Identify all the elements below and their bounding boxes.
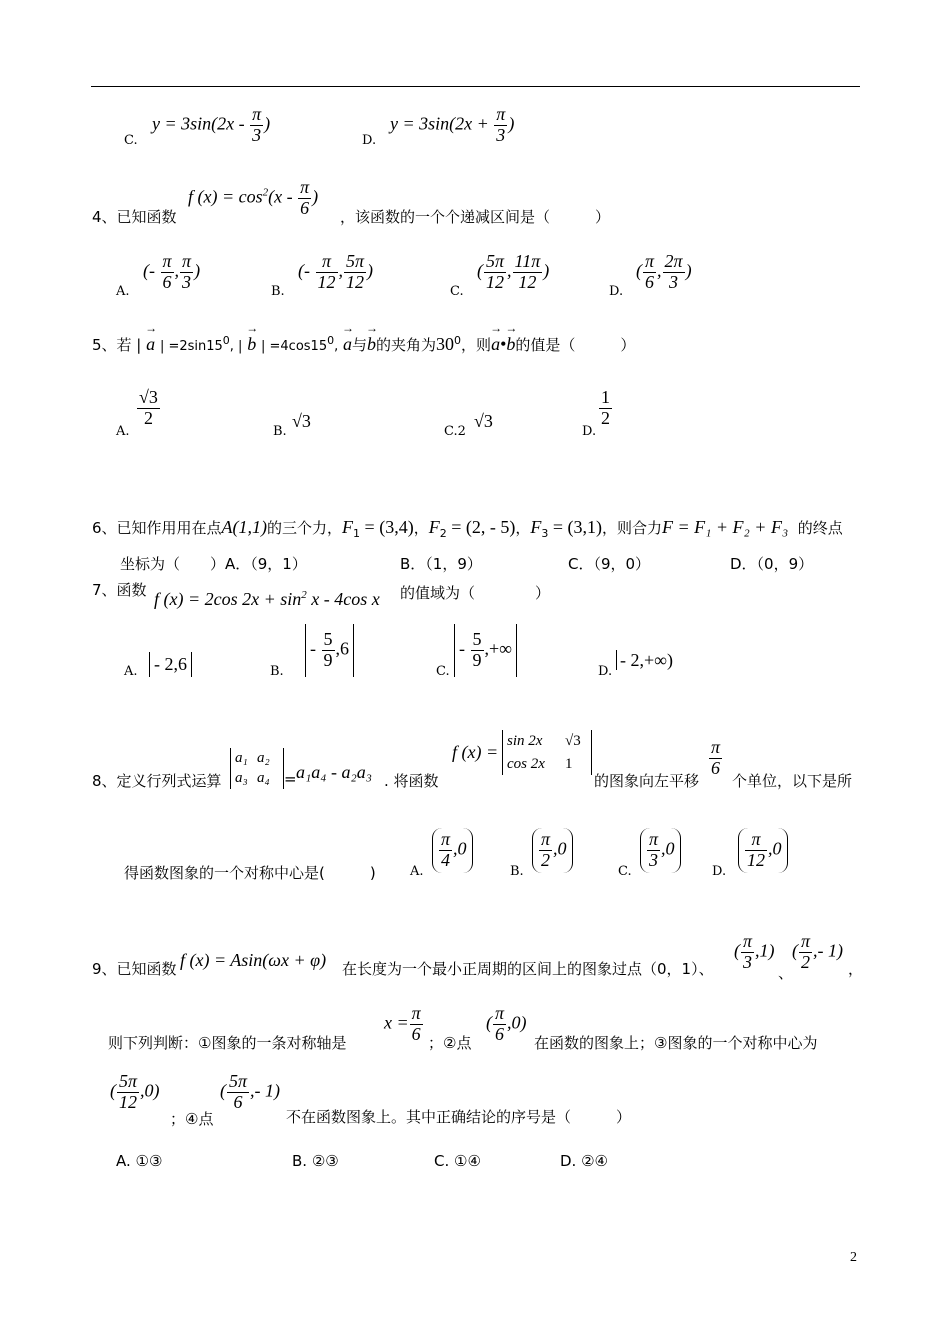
q4-option-a-expr: (- $\frac{\pi}{6}$ , $\frac{\pi}{3}$ ) bbox=[143, 251, 201, 292]
q9-text1: 在长度为一个最小正周期的区间上的图象过点（0，1）、 bbox=[342, 960, 714, 978]
q7-option-c-expr: - $\frac{5}{9}$ ,+∞ bbox=[454, 624, 517, 677]
q8-option-b-label: B. bbox=[510, 864, 524, 879]
q3-option-c-label: C. bbox=[124, 133, 138, 148]
q9-line2-a: 则下列判断：①图象的一条对称轴是 bbox=[108, 1034, 347, 1052]
q7-suffix: 的值域为（ ） bbox=[400, 584, 551, 602]
q9-comma: ， bbox=[848, 960, 864, 978]
q8-eq: = bbox=[284, 770, 297, 788]
q8-shift: $\frac{\pi}{6}$ bbox=[711, 737, 721, 778]
q8-option-b-expr: $\frac{\pi}{2}$ ,0 bbox=[532, 828, 573, 873]
q4-option-d-expr: ( $\frac{\pi}{6}$ , $\frac{2\pi}{3}$ ) bbox=[636, 251, 692, 292]
q9-option-a: A. ①③ bbox=[116, 1152, 163, 1170]
q4-option-c-expr: ( $\frac{5\pi}{12}$ , $\frac{11\pi}{12}$ ) bbox=[477, 251, 550, 292]
q7-function: f (x) = 2cos $2x + \sin^2 x - 4\cos$ x bbox=[154, 589, 380, 609]
q9-option-c: C. ①④ bbox=[434, 1152, 481, 1170]
q8-option-d-expr: $\frac{\pi}{12}$ ,0 bbox=[738, 828, 788, 873]
q5-option-b-label: B. bbox=[273, 424, 287, 439]
q5-option-c-expr: √3 bbox=[474, 411, 493, 431]
q4-suffix: ，该函数的一个个递减区间是（ ） bbox=[340, 208, 611, 226]
q8-text1: . 将函数 bbox=[384, 772, 439, 790]
q8-function-determinant: sin 2x √3 cos 2x 1 bbox=[502, 730, 592, 775]
q3-option-d-label: D. bbox=[362, 133, 377, 148]
q9-point3: ( $\frac{\pi}{6}$ ,0) bbox=[486, 1003, 527, 1044]
q6-option-b: B．（1，9） bbox=[400, 555, 482, 573]
q8-option-d-label: D. bbox=[712, 864, 727, 879]
q4-option-b-label: B. bbox=[271, 284, 285, 299]
q9-prefix: 9、已知函数 bbox=[92, 960, 177, 978]
q8-prefix: 8、定义行列式运算 bbox=[92, 772, 222, 790]
q4-option-a-label: A. bbox=[116, 284, 130, 299]
q9-point1: ( $\frac{\pi}{3}$ ,1) bbox=[734, 931, 775, 972]
q6-stem: 6、已知作用用在点A(1,1)的三个力，$F_1 = (3,4)$，$F_2 = (2$, - 5)，$F_3 = (3,1)$，则合力F = F₁ + F₂ + F₃ 的终点 bbox=[92, 517, 843, 540]
q9-function: f (x) = Asin(ωx + φ) bbox=[180, 950, 327, 970]
q8-fx: f (x) = bbox=[452, 742, 499, 762]
q9-option-d: D. ②④ bbox=[560, 1152, 608, 1170]
q8-option-a-label: A. bbox=[410, 864, 424, 879]
q4-option-b-expr: (- $\frac{\pi}{12}$ , $\frac{5\pi}{12}$ ) bbox=[298, 251, 374, 292]
q7-option-a-label: A. bbox=[124, 664, 138, 679]
q5-option-b-expr: √3 bbox=[292, 411, 311, 431]
q9-point4: ( $\frac{5\pi}{6}$ ,- 1) bbox=[220, 1071, 281, 1112]
q7-option-a-expr: - 2,6 bbox=[149, 652, 192, 677]
q5-option-d-label: D. bbox=[582, 424, 597, 439]
q8-determinant-def: a₁ a₂ a₃ a₄ bbox=[230, 748, 284, 789]
q6-line2: 坐标为（ ）A．（9，1） bbox=[120, 555, 307, 573]
q4-option-d-label: D. bbox=[609, 284, 624, 299]
q8-text2: 的图象向左平移 bbox=[594, 772, 700, 790]
q8-rhs: a₁a₄ - a₂a₃ bbox=[296, 762, 373, 782]
q9-line3-a: ；④点 bbox=[170, 1110, 214, 1128]
q5-option-a-label: A. bbox=[116, 424, 130, 439]
q6-option-c: C．（9，0） bbox=[568, 555, 651, 573]
q8-text3: 个单位，以下是所 bbox=[732, 772, 853, 790]
q7-option-b-expr: - $\frac{5}{9}$ ,6 bbox=[305, 624, 354, 677]
q8-option-c-expr: $\frac{\pi}{3}$ ,0 bbox=[640, 828, 681, 873]
q8-line2: 得函数图象的一个对称中心是( ) bbox=[124, 864, 376, 882]
header-rule bbox=[91, 86, 860, 87]
q5-option-c-label: C.2 bbox=[444, 424, 466, 439]
q4-prefix: 4、已知函数 bbox=[92, 208, 177, 226]
q9-sep: 、 bbox=[778, 964, 794, 982]
q7-option-d-expr: - 2,+∞) bbox=[616, 650, 673, 671]
q8-option-c-label: C. bbox=[618, 864, 632, 879]
q3-option-d-expr: y = 3sin(2x + $\frac{\pi}{3}$ ) bbox=[390, 104, 515, 145]
q4-option-c-label: C. bbox=[450, 284, 464, 299]
q9-option-b: B. ②③ bbox=[292, 1152, 339, 1170]
q7-option-c-label: C. bbox=[436, 664, 450, 679]
q6-option-d: D．（0，9） bbox=[730, 555, 814, 573]
q9-point2: ( $\frac{\pi}{2}$ ,- 1) bbox=[792, 931, 844, 972]
page-number: 2 bbox=[850, 1250, 857, 1265]
q9-line2-b: ；②点 bbox=[428, 1034, 472, 1052]
q9-line2-c: 在函数的图象上；③图象的一个对称中心为 bbox=[534, 1034, 818, 1052]
q8-option-a-expr: $\frac{\pi}{4}$ ,0 bbox=[432, 828, 473, 873]
q5-stem: 5、若 | → a | $=2\sin 15^0$, | → b | $=4\cos 15^0$, → a与→ b的夹角为$30^0$，则→ a•→ b的值是（ ） bbox=[92, 334, 635, 355]
q4-function: f $(x) = \cos^2(x$ - $\frac{\pi}{6}$ ) bbox=[188, 177, 319, 218]
q7-option-d-label: D. bbox=[598, 664, 613, 679]
q3-option-c-expr: y = 3sin(2x - $\frac{\pi}{3}$ ) bbox=[152, 104, 271, 145]
q5-option-d-expr: $\frac{1}{2}$ bbox=[601, 387, 610, 428]
q9-center: ( $\frac{5\pi}{12}$ ,0) bbox=[110, 1071, 160, 1112]
q7-option-b-label: B. bbox=[270, 664, 284, 679]
q9-axis: x = $\frac{\pi}{6}$ bbox=[384, 1003, 421, 1044]
q7-prefix: 7、函数 bbox=[92, 581, 147, 599]
q5-option-a-expr: $\frac{√3}{2}$ bbox=[139, 387, 158, 428]
q9-line3-b: 不在函数图象上。其中正确结论的序号是（ ） bbox=[286, 1108, 632, 1126]
